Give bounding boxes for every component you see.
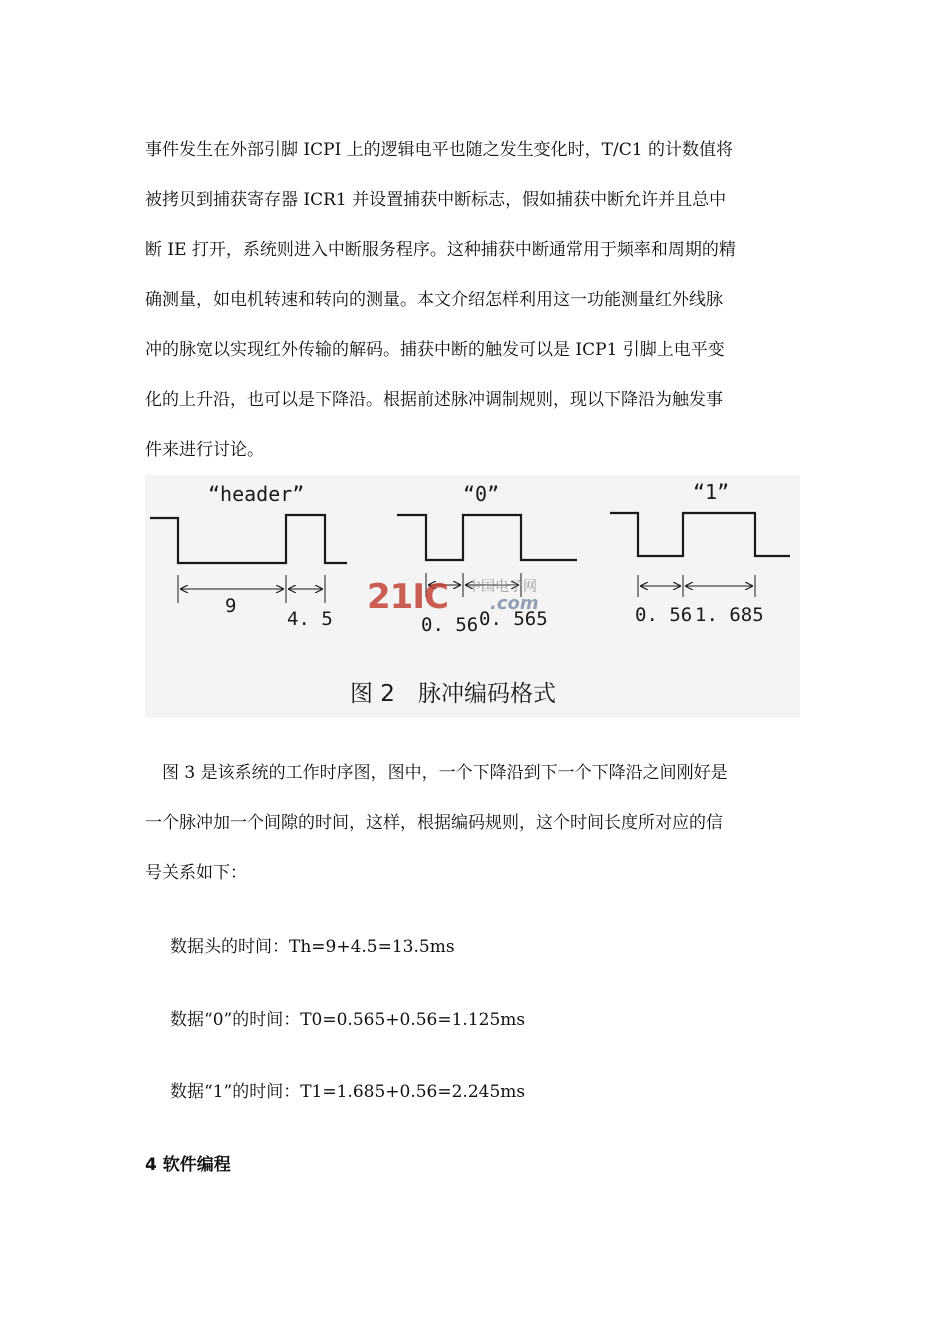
formula-zero-time: 数据“0”的时间：T0=0.565+0.56=1.125ms <box>170 1010 526 1030</box>
paragraph-line: 断 IE 打开，系统则进入中断服务程序。这种捕获中断通常用于频率和周期的精 <box>145 240 736 260</box>
figure-caption: 图 2 脉冲编码格式 <box>350 681 556 707</box>
paragraph-line: 冲的脉宽以实现红外传输的解码。捕获中断的触发可以是 ICP1 引脚上电平变 <box>145 340 725 360</box>
paragraph-capture-interrupt <box>145 125 810 475</box>
section-heading: 4 软件编程 <box>145 1155 231 1175</box>
paragraph-line: 一个脉冲加一个间隙的时间，这样，根据编码规则，这个时间长度所对应的信 <box>145 813 723 833</box>
watermark-number: 21IC <box>367 577 448 617</box>
paragraph-timing <box>145 748 810 898</box>
formula-header-time: 数据头的时间：Th=9+4.5=13.5ms <box>170 937 455 957</box>
header-high-value: 4. 5 <box>287 608 333 630</box>
zero-title: “0” <box>463 482 500 506</box>
header-waveform <box>150 515 347 563</box>
zero-high-value: 0. 565 <box>479 608 548 630</box>
paragraph-line: 事件发生在外部引脚 ICPI 上的逻辑电平也随之发生变化时，T/C1 的计数值将 <box>145 140 733 160</box>
paragraph-line: 件来进行讨论。 <box>145 440 264 460</box>
one-dimensions <box>638 575 755 597</box>
pulse-diagram <box>145 475 800 718</box>
zero-waveform <box>397 515 577 560</box>
header-low-value: 9 <box>225 595 237 617</box>
pulse-encoding-figure <box>145 475 800 718</box>
one-low-value: 0. 56 <box>635 604 693 626</box>
zero-low-value: 0. 56 <box>421 614 479 636</box>
watermark-domain: .com <box>490 593 539 614</box>
one-title: “1” <box>693 480 730 504</box>
one-high-value: 1. 685 <box>695 604 764 626</box>
paragraph-line: 被拷贝到捕获寄存器 ICR1 并设置捕获中断标志，假如捕获中断允许并且总中 <box>145 190 727 210</box>
header-title: “header” <box>208 482 305 506</box>
watermark-cn: 中国电子网 <box>467 579 537 595</box>
header-dimensions <box>178 575 325 603</box>
one-waveform <box>610 513 790 556</box>
paragraph-line: 确测量，如电机转速和转向的测量。本文介绍怎样利用这一功能测量红外线脉 <box>145 290 723 310</box>
paragraph-line: 化的上升沿，也可以是下降沿。根据前述脉冲调制规则，现以下降沿为触发事 <box>145 390 723 410</box>
paragraph-line: 号关系如下： <box>145 863 247 883</box>
paragraph-line: 图 3 是该系统的工作时序图，图中，一个下降沿到下一个下降沿之间刚好是 <box>145 763 728 783</box>
formula-one-time: 数据“1”的时间：T1=1.685+0.56=2.245ms <box>170 1082 526 1102</box>
